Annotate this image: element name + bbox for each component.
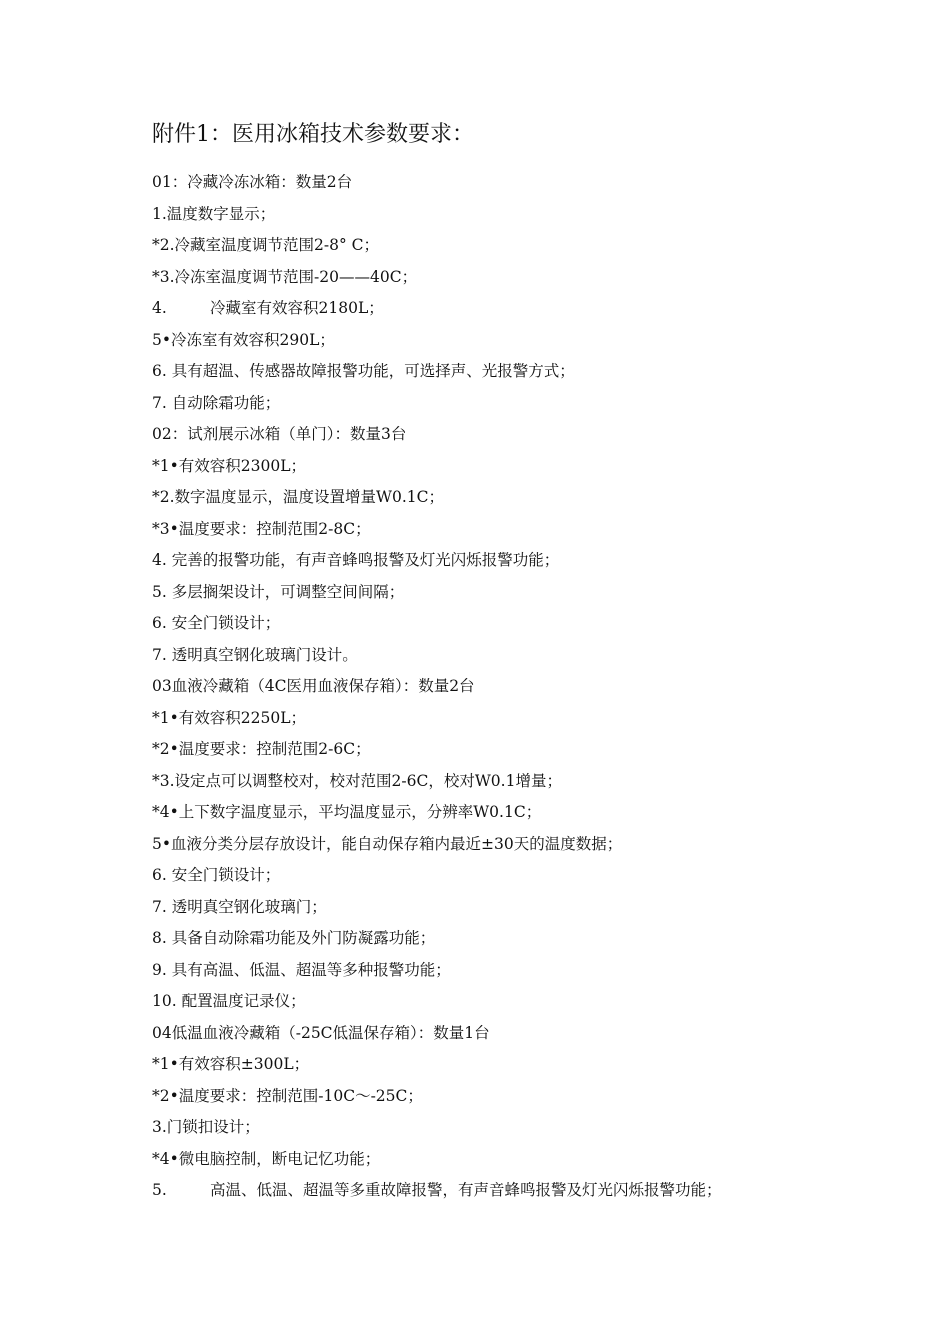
line-text: 5. 多层搁架设计，可调整空间间隔； [152, 582, 405, 601]
line-text: 10. 配置温度记录仪； [152, 992, 306, 1010]
line-text: 03血液冷藏箱（4C医用血液保存箱）：数量2台 [152, 677, 475, 695]
document-line [152, 230, 912, 262]
line-text: 7. 透明真空钢化玻璃门； [152, 897, 327, 916]
document-line [152, 892, 912, 924]
line-text: *3.设定点可以调整校对，校对范围2-6C，校对W0.1增量； [152, 771, 562, 790]
document-line [152, 419, 912, 451]
line-text: 1.温度数字显示； [152, 204, 276, 223]
line-text: *2•温度要求：控制范围-10C〜-25C； [152, 1086, 423, 1105]
line-text: 6. 安全门锁设计； [152, 866, 281, 884]
document-title: 附件1：医用冰箱技术参数要求： [152, 122, 474, 147]
line-text: 4. 完善的报警功能，有声音蜂鸣报警及灯光闪烁报警功能； [152, 551, 560, 569]
line-text: 3.门锁扣设计； [152, 1118, 260, 1136]
line-text: 7. 透明真空钢化玻璃门设计。 [152, 645, 358, 664]
document-line [152, 199, 912, 231]
line-text: *2•温度要求：控制范围2-6C； [152, 740, 371, 758]
line-text: 01：冷藏冷冻冰箱：数量2台 [152, 173, 353, 191]
document-line [152, 829, 912, 861]
document-line [152, 766, 912, 798]
line-text: *1•有效容积±300L； [152, 1055, 310, 1073]
document-line [152, 451, 912, 483]
document-line [152, 671, 912, 703]
document-line [152, 1175, 912, 1207]
document-line [152, 703, 912, 735]
document-line [152, 797, 912, 829]
line-text: 04低温血液冷藏箱（-25C低温保存箱）：数量1台 [152, 1023, 490, 1042]
line-text: 9. 具有高温、低温、超温等多种报警功能； [152, 960, 451, 979]
line-text: *3.冷冻室温度调节范围-20——40C； [152, 267, 418, 286]
line-number: 4. [152, 299, 167, 317]
line-text: *1•有效容积2300L； [152, 456, 306, 475]
document-line [152, 955, 912, 987]
line-text: 5•冷冻室有效容积290L； [152, 330, 335, 349]
line-text: *4•微电脑控制，断电记忆功能； [152, 1149, 381, 1168]
document-line [152, 262, 912, 294]
document-line [152, 1049, 912, 1081]
document-line [152, 388, 912, 420]
document-line [152, 1018, 912, 1050]
document-line [152, 923, 912, 955]
line-text: *3•温度要求：控制范围2-8C； [152, 519, 371, 538]
line-text: 7. 自动除霜功能； [152, 393, 281, 412]
line-text: 冷藏室有效容积2180L； [210, 299, 384, 317]
document-line [152, 293, 912, 325]
line-number: 5. [152, 1181, 167, 1199]
document-line [152, 986, 912, 1018]
line-text: 6. 具有超温、传感器故障报警功能，可选择声、光报警方式； [152, 362, 575, 380]
document-line [152, 1081, 912, 1113]
document-line [152, 514, 912, 546]
document-line [152, 545, 912, 577]
line-text: 02：试剂展示冰箱（单门）：数量3台 [152, 425, 407, 443]
document-line [152, 356, 912, 388]
document-line [152, 577, 912, 609]
line-text: 8. 具备自动除霜功能及外门防凝露功能； [152, 929, 436, 947]
line-text: *2.冷藏室温度调节范围2-8° C； [152, 236, 380, 254]
line-text: 高温、低温、超温等多重故障报警，有声音蜂鸣报警及灯光闪烁报警功能； [210, 1181, 722, 1199]
document-line [152, 608, 912, 640]
document-line [152, 167, 912, 199]
document-line [152, 1112, 912, 1144]
line-text: *2.数字温度显示，温度设置增量W0.1C； [152, 488, 444, 506]
document-line [152, 734, 912, 766]
document-line [152, 325, 912, 357]
document-line [152, 640, 912, 672]
document-line [152, 1144, 912, 1176]
line-text: 5•血液分类分层存放设计，能自动保存箱内最近±30天的温度数据； [152, 834, 623, 853]
line-text: *1•有效容积2250L； [152, 708, 306, 727]
line-text: 6. 安全门锁设计； [152, 614, 281, 632]
document-line [152, 482, 912, 514]
line-text: *4•上下数字温度显示，平均温度显示，分辨率W0.1C； [152, 803, 542, 821]
document-body [152, 167, 912, 1207]
document-line [152, 860, 912, 892]
